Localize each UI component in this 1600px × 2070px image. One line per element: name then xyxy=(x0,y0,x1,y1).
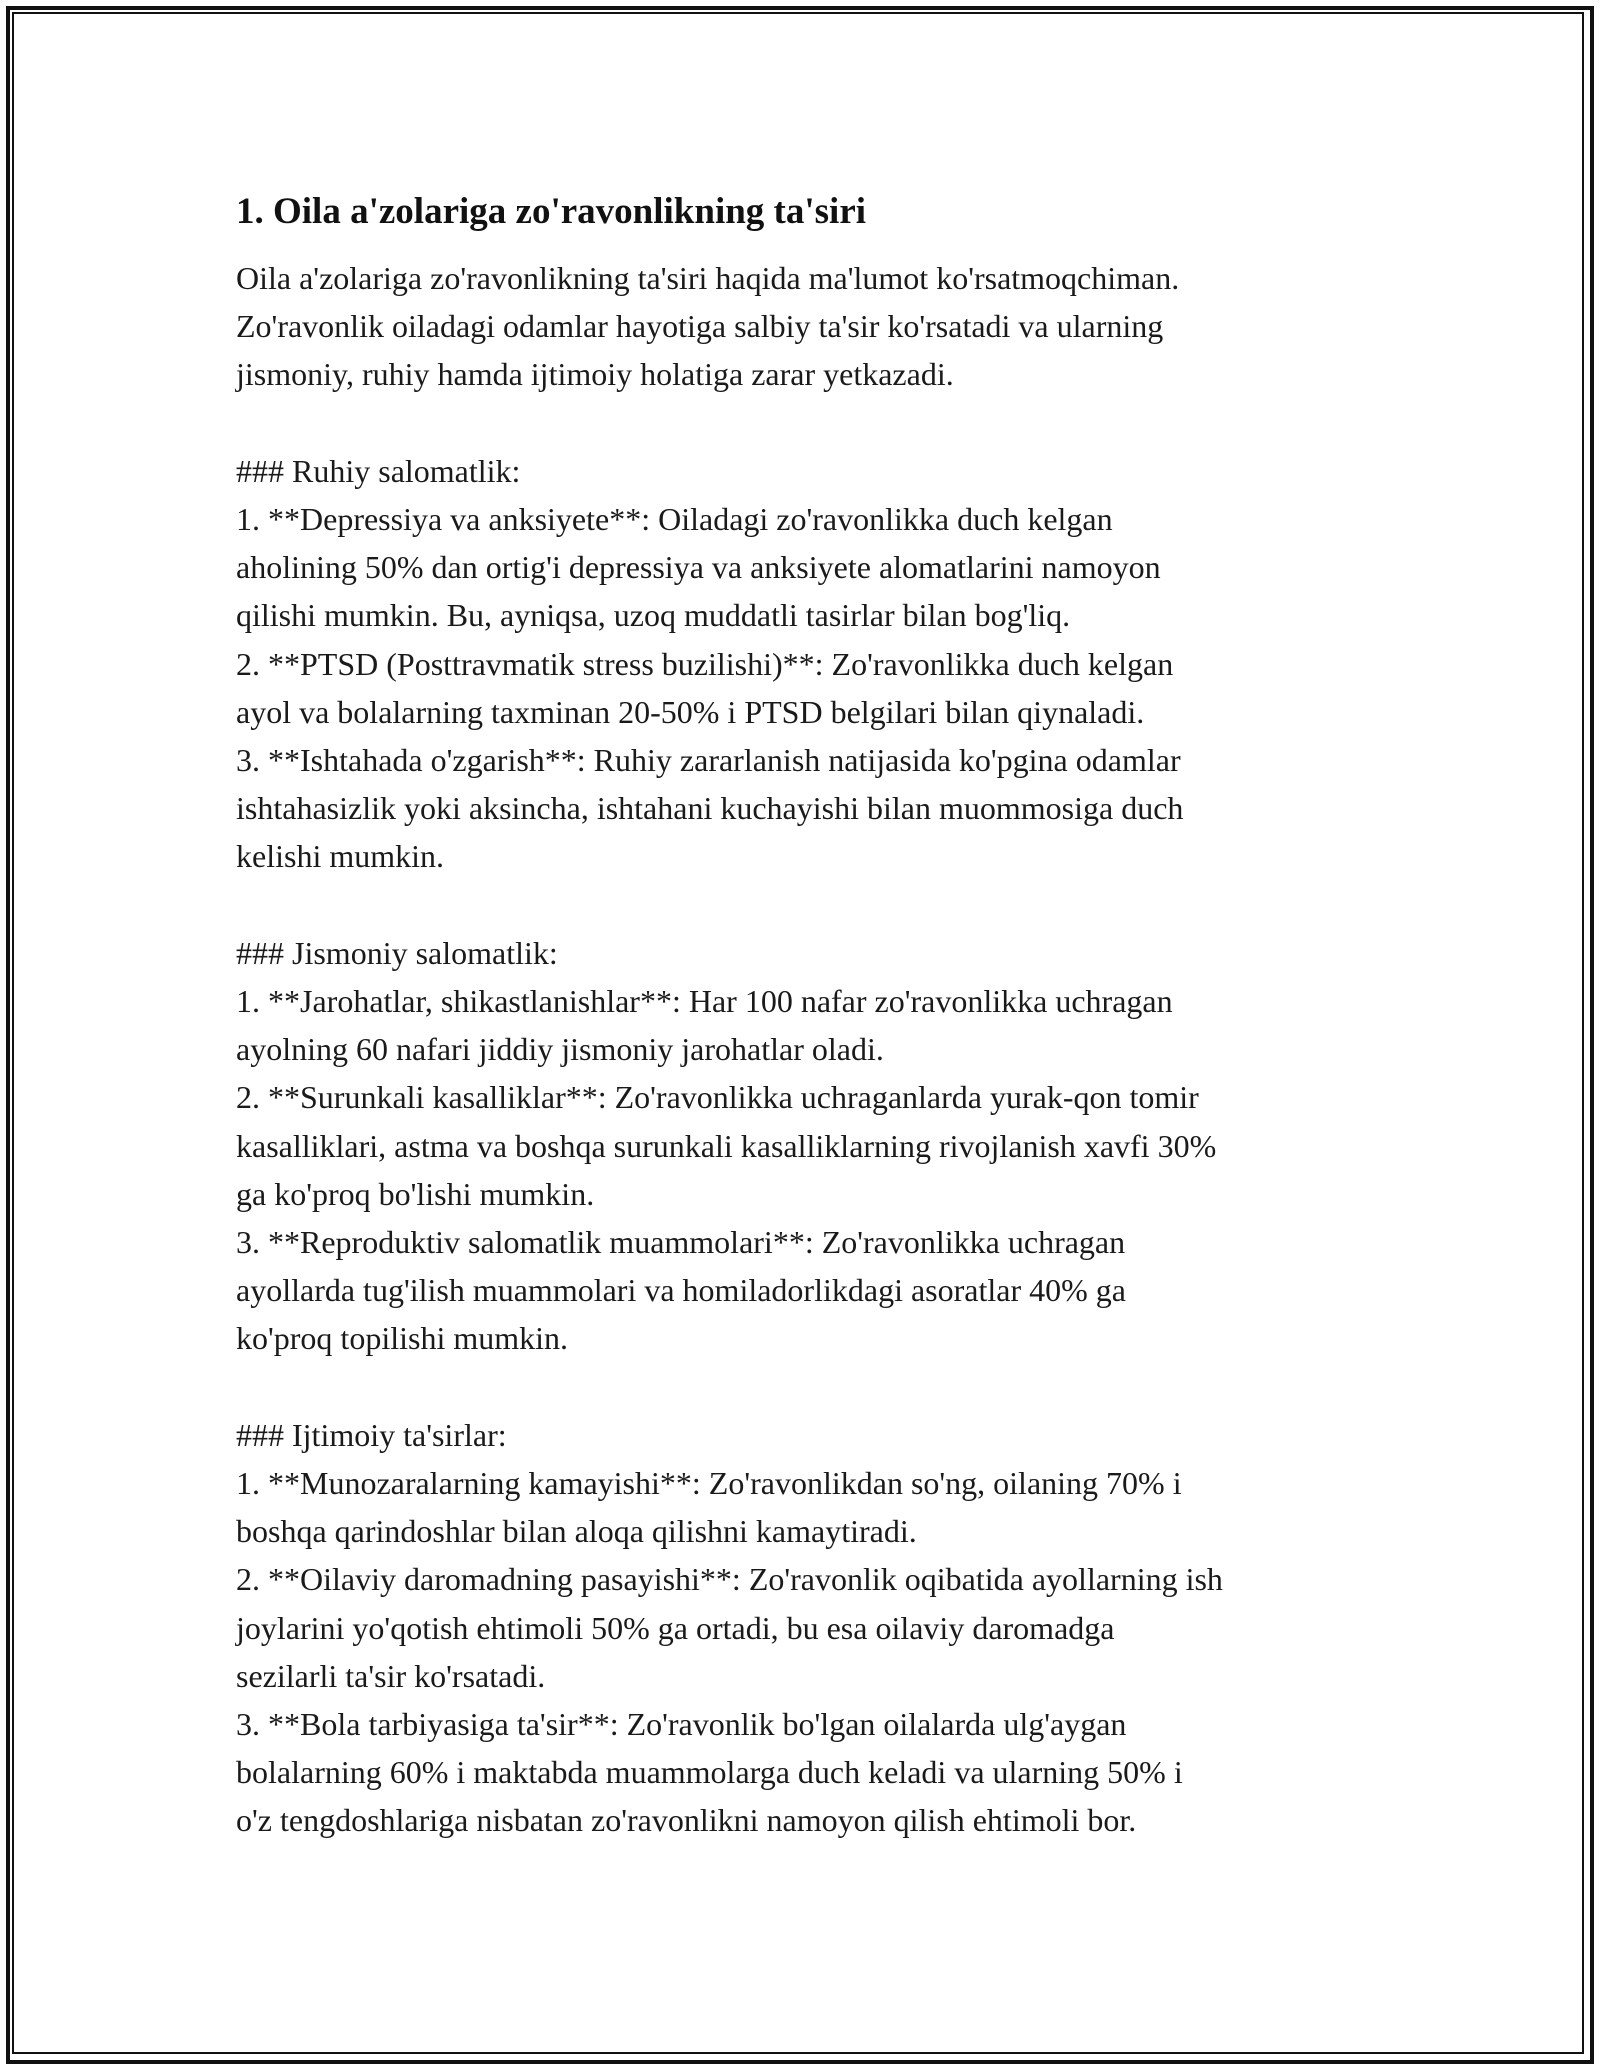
list-item: 1. **Depressiya va anksiyete**: Oiladagi zo'ravonlikka duch kelgan aholining 50% dan ortig'i depressiya va anksiyete alomatlarini namoyon qilishi mumkin. Bu, ayniqsa, uzoq muddatli tasirlar bilan bog'liq. xyxy=(236,501,1161,634)
list-item: 1. **Munozaralarning kamayishi**: Zo'ravonlikdan so'ng, oilaning 70% i boshqa qarindoshlar bilan aloqa qilishni kamaytiradi. xyxy=(236,1465,1182,1550)
section-heading-social-effects: ### Ijtimoiy ta'sirlar: xyxy=(236,1416,507,1453)
document-title: 1. Oila a'zolariga zo'ravonlikning ta'siri xyxy=(236,191,867,232)
section-heading-mental-health: ### Ruhiy salomatlik: xyxy=(236,452,521,489)
spacer xyxy=(236,399,1386,447)
document-body xyxy=(236,188,1386,1845)
list-item: 3. **Reproduktiv salomatlik muammolari**: Zo'ravonlikka uchragan ayollarda tug'ilish muammolari va homiladorlikdagi asoratlar 40% ga ko'proq topilishi mumkin. xyxy=(236,1224,1126,1357)
list-item: 1. **Jarohatlar, shikastlanishlar**: Har 100 nafar zo'ravonlikka uchragan ayolning 60 nafari jiddiy jismoniy jarohatlar oladi. xyxy=(236,983,1173,1068)
spacer xyxy=(236,881,1386,929)
section-heading-physical-health: ### Jismoniy salomatlik: xyxy=(236,934,558,971)
list-item: 3. **Ishtahada o'zgarish**: Ruhiy zararlanish natijasida ko'pgina odamlar ishtahasizlik yoki aksincha, ishtahani kuchayishi bilan muommosiga duch kelishi mumkin. xyxy=(236,742,1184,875)
intro-paragraph: Oila a'zolariga zo'ravonlikning ta'siri haqida ma'lumot ko'rsatmoqchiman. Zo'ravonlik oiladagi odamlar hayotiga salbiy ta'sir ko'rsatadi va ularning jismoniy, ruhiy hamda ijtimoiy holatiga zarar yetkazadi. xyxy=(236,260,1180,393)
list-item: 2. **Surunkali kasalliklar**: Zo'ravonlikka uchraganlarda yurak-qon tomir kasalliklari, astma va boshqa surunkali kasalliklarning rivojlanish xavfi 30% ga ko'proq bo'lishi mumkin. xyxy=(236,1079,1217,1212)
list-item: 2. **PTSD (Posttravmatik stress buzilishi)**: Zo'ravonlikka duch kelgan ayol va bolalarning taxminan 20-50% i PTSD belgilari bilan qiynaladi. xyxy=(236,645,1174,730)
list-item: 3. **Bola tarbiyasiga ta'sir**: Zo'ravonlik bo'lgan oilalarda ulg'aygan bolalarning 60% i maktabda muammolarga duch keladi va ularning 50% i o'z tengdoshlariga nisbatan zo'ravonlikni namoyon qilish ehtimoli bor. xyxy=(236,1706,1183,1839)
list-item: 2. **Oilaviy daromadning pasayishi**: Zo'ravonlik oqibatida ayollarning ish joylarini yo'qotish ehtimoli 50% ga ortadi, bu esa oilaviy daromadga sezilarli ta'sir ko'rsatadi. xyxy=(236,1561,1223,1694)
spacer xyxy=(236,1363,1386,1411)
